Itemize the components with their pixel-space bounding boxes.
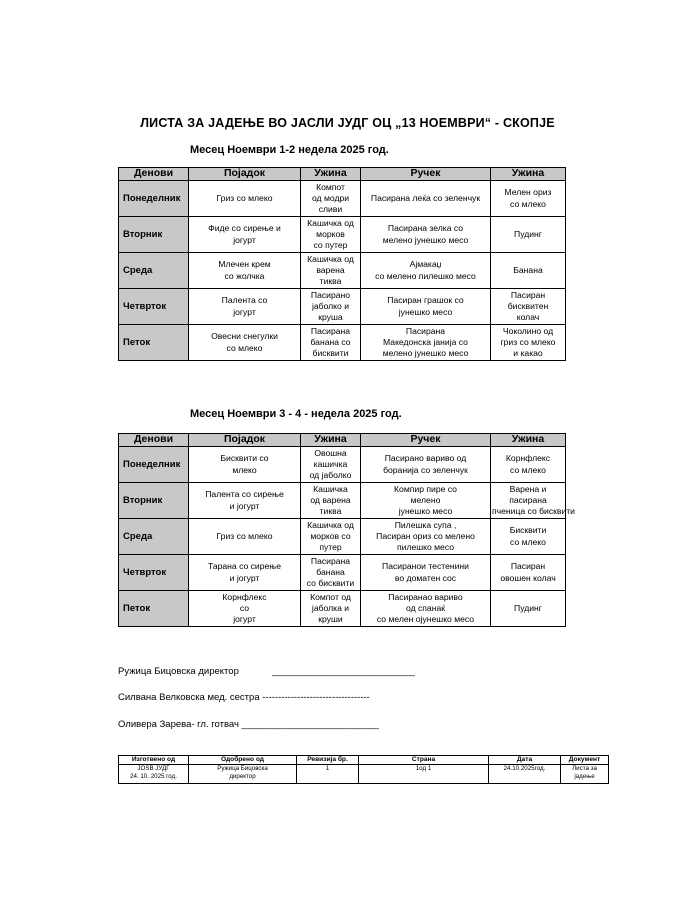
footer-text: 24.10.2025год.: [503, 765, 546, 772]
table-row: [119, 447, 566, 483]
meal-text: Гриз со млеко: [216, 530, 273, 541]
signature-line: ----------------------------------: [262, 692, 370, 703]
meal-text: круши: [318, 614, 343, 625]
meal-cell: [361, 447, 491, 483]
meal-cell: [361, 289, 491, 325]
meal-text: Кашичка: [313, 483, 348, 494]
meal-text: Македонска јанија со: [383, 336, 468, 347]
day-cell: Четврток: [119, 555, 189, 591]
meal-text: со: [239, 602, 250, 613]
footer-text: јадење: [574, 773, 595, 780]
meal-cell: [301, 181, 361, 217]
meal-text: банана со: [310, 336, 351, 347]
meal-text: јунешко месо: [398, 306, 453, 317]
meal-cell: [189, 447, 301, 483]
meal-text: Пудинг: [514, 602, 542, 613]
footer-column-header: Одобрено од: [189, 756, 297, 765]
meal-text: Кашичка од: [307, 217, 354, 228]
footer-cell: [359, 765, 489, 784]
footer-cell: [189, 765, 297, 784]
meal-text: Корнфлекс: [222, 591, 267, 602]
meal-cell: [491, 591, 566, 627]
meal-text: Овошна: [314, 447, 347, 458]
table-row: [119, 253, 566, 289]
meal-text: путер: [319, 542, 342, 553]
meal-cell: [491, 555, 566, 591]
meal-cell: [301, 253, 361, 289]
meal-text: овошен колач: [500, 572, 556, 583]
meal-text: јогурт: [233, 306, 256, 317]
footer-column-header: Дата: [489, 756, 561, 765]
meal-text: Корнфлекс: [505, 453, 551, 464]
meal-text: со путер: [313, 240, 348, 251]
meal-text: Пасиран: [510, 289, 546, 300]
table-header-row: [119, 434, 566, 447]
meal-cell: [361, 483, 491, 519]
meal-text: Пасиран: [510, 561, 546, 572]
meal-cell: [491, 519, 566, 555]
meal-text: Ајмакаџ: [409, 259, 442, 270]
meal-text: Компир пире со: [394, 483, 457, 494]
meal-text: и јогурт: [229, 572, 260, 583]
day-cell: Четврток: [119, 289, 189, 325]
meal-text: Компот од: [310, 591, 351, 602]
day-cell: Понеделник: [119, 181, 189, 217]
meal-cell: [361, 591, 491, 627]
day-cell: Вторник: [119, 483, 189, 519]
column-header: Ужина: [491, 434, 566, 447]
meal-text: Бисквити со: [220, 453, 269, 464]
meal-cell: [189, 555, 301, 591]
table-row: [119, 217, 566, 253]
signature-name: Ружица Бицовска директор: [118, 666, 239, 677]
footer-cell: [297, 765, 359, 784]
table-row: [119, 591, 566, 627]
column-header: Ручек: [361, 434, 491, 447]
meal-cell: [301, 447, 361, 483]
footer-cell: [561, 765, 609, 784]
meal-text: млеко: [232, 464, 257, 475]
meal-cell: [361, 519, 491, 555]
meal-text: Пасирана: [310, 325, 351, 336]
week1-menu-table: [118, 167, 566, 361]
meal-text: Чоколино од: [502, 325, 554, 336]
meal-text: јаболко и: [311, 300, 350, 311]
footer-column-header: Ревизија бр.: [297, 756, 359, 765]
meal-text: кашичка: [313, 458, 348, 469]
footer-column-header: Документ: [561, 756, 609, 765]
meal-text: гриз со млеко: [500, 336, 556, 347]
meal-text: бисквитен: [507, 300, 549, 311]
meal-cell: [361, 217, 491, 253]
table-row: [119, 555, 566, 591]
meal-text: во доматен сос: [394, 572, 457, 583]
meal-text: и какао: [513, 348, 543, 359]
meal-cell: [491, 483, 575, 519]
meal-cell: [189, 181, 301, 217]
signature-name: Оливера Зарева- гл. готвач: [118, 719, 239, 730]
column-header: Денови: [119, 168, 189, 181]
meal-text: со жолчка: [224, 270, 265, 281]
meal-text: морков со: [310, 530, 351, 541]
meal-cell: [301, 483, 361, 519]
meal-text: Пасиран грашок со: [387, 295, 464, 306]
meal-text: Гриз со млеко: [216, 192, 273, 203]
meal-text: морков: [316, 228, 345, 239]
meal-text: од спанаќ: [405, 602, 445, 613]
table-row: [119, 483, 566, 519]
meal-cell: [361, 181, 491, 217]
meal-text: Пасирана: [310, 555, 351, 566]
meal-text: Пасирана леќа со зеленчук: [370, 192, 481, 203]
column-header: Ручек: [361, 168, 491, 181]
meal-cell: [189, 325, 301, 361]
meal-cell: [491, 289, 566, 325]
meal-text: Пудинг: [514, 228, 542, 239]
footer-text: директор: [229, 773, 256, 780]
meal-text: со мелен ојунешко месо: [376, 614, 475, 625]
table-header-row: [119, 168, 566, 181]
table-row: [119, 325, 566, 361]
meal-text: со мелено пилешко месо: [375, 270, 476, 281]
meal-text: Пасирана зелка со: [387, 223, 464, 234]
column-header: Појадок: [189, 168, 301, 181]
table-row: [119, 289, 566, 325]
meal-cell: [361, 253, 491, 289]
meal-text: од модри: [311, 192, 350, 203]
table-row: [119, 181, 566, 217]
meal-text: Овесни снегулки: [211, 331, 278, 342]
meal-cell: [361, 325, 491, 361]
meal-text: пченица со бисквити: [492, 506, 575, 517]
footer-text: Листа за: [572, 765, 597, 772]
meal-cell: [189, 519, 301, 555]
document-footer-table: [118, 755, 609, 784]
signature-name: Силвана Велковска мед. сестра: [118, 692, 260, 703]
meal-text: Палента со сирење: [205, 489, 284, 500]
column-header: Ужина: [491, 168, 566, 181]
footer-column-header: Изготвено од: [119, 756, 189, 765]
day-cell: Среда: [119, 253, 189, 289]
meal-text: банана: [316, 566, 345, 577]
day-cell: Вторник: [119, 217, 189, 253]
page-title: ЛИСТА ЗА ЈАДЕЊЕ ВО ЈАСЛИ ЈУДГ ОЦ „13 НОЕМВРИ“ - СКОПЈЕ: [140, 116, 555, 130]
table-row: [119, 519, 566, 555]
meal-cell: [301, 325, 361, 361]
meal-cell: [189, 483, 301, 519]
meal-text: варена: [316, 264, 345, 275]
meal-text: Банана: [513, 264, 543, 275]
meal-cell: [301, 591, 361, 627]
signature-director: [118, 666, 415, 677]
meal-text: Пасирано: [310, 289, 351, 300]
meal-text: јунешко месо: [398, 506, 453, 517]
signature-nurse: [118, 692, 370, 703]
meal-text: боранија со зеленчук: [383, 464, 468, 475]
footer-text: ЈОЅВ ЈУДГ: [137, 765, 170, 772]
meal-cell: [491, 181, 566, 217]
meal-text: Тарана со сирење: [207, 561, 282, 572]
meal-cell: [189, 253, 301, 289]
meal-text: со бисквити: [306, 578, 355, 589]
meal-text: јогурт: [233, 234, 256, 245]
column-header: Денови: [119, 434, 189, 447]
meal-cell: [301, 519, 361, 555]
meal-text: пасирана: [509, 494, 547, 505]
day-cell: Понеделник: [119, 447, 189, 483]
meal-text: Кашичка од: [307, 519, 354, 530]
meal-text: и јогурт: [229, 500, 260, 511]
footer-value-row: [119, 765, 609, 784]
meal-text: Фиде со сирење и: [208, 223, 281, 234]
meal-text: со млеко: [510, 464, 546, 475]
meal-cell: [491, 253, 566, 289]
meal-text: Компот: [316, 181, 345, 192]
meal-cell: [301, 217, 361, 253]
column-header: Ужина: [301, 434, 361, 447]
meal-text: од варена: [310, 494, 351, 505]
meal-text: колач: [516, 312, 540, 323]
week2-menu-table: [118, 433, 575, 627]
signature-line: __________________________: [241, 719, 379, 730]
day-cell: Петок: [119, 325, 189, 361]
footer-cell: [489, 765, 561, 784]
meal-text: бисквити: [312, 348, 349, 359]
footer-text: 1: [325, 765, 330, 772]
meal-text: Млечен крем: [218, 259, 271, 270]
meal-text: Варена и: [509, 483, 547, 494]
week2-subtitle: Месец Ноември 3 - 4 - недела 2025 год.: [190, 408, 402, 420]
meal-text: Пасирано вариво од: [384, 453, 467, 464]
meal-text: Бисквити: [509, 525, 547, 536]
meal-text: Кашичка од: [307, 253, 354, 264]
meal-text: Палента со: [221, 295, 268, 306]
column-header: Ужина: [301, 168, 361, 181]
day-cell: Среда: [119, 519, 189, 555]
meal-cell: [491, 217, 566, 253]
meal-cell: [491, 447, 566, 483]
meal-cell: [189, 217, 301, 253]
footer-cell: [119, 765, 189, 784]
meal-text: тиква: [319, 276, 342, 287]
meal-text: Пасиранао вариво: [388, 591, 463, 602]
meal-text: Пасиран ориз со мелено: [376, 530, 475, 541]
meal-text: од јаболко: [309, 470, 352, 481]
meal-cell: [361, 555, 491, 591]
footer-text: 24. 10. 2025 год.: [130, 773, 177, 780]
meal-text: Пилешка супа ,: [394, 519, 457, 530]
footer-text: Ружица Бицовска: [217, 765, 268, 772]
footer-text: 1од 1: [415, 765, 432, 772]
day-cell: Петок: [119, 591, 189, 627]
meal-text: сливи: [318, 204, 343, 215]
meal-text: Пасирана: [405, 325, 446, 336]
meal-text: јогурт: [233, 614, 256, 625]
meal-cell: [189, 591, 301, 627]
meal-text: со млеко: [226, 342, 263, 353]
meal-cell: [491, 325, 566, 361]
meal-text: со млеко: [510, 536, 546, 547]
meal-cell: [301, 289, 361, 325]
meal-text: круша: [318, 312, 343, 323]
meal-cell: [189, 289, 301, 325]
signature-line: ___________________________: [272, 666, 415, 677]
meal-text: мелено јунешко месо: [382, 348, 469, 359]
meal-text: со млеко: [510, 198, 546, 209]
week1-subtitle: Месец Ноември 1-2 недела 2025 год.: [190, 144, 389, 156]
meal-text: Пасиранoи тестенини: [382, 561, 469, 572]
signature-cook: [118, 719, 379, 730]
meal-text: тиква: [319, 506, 342, 517]
meal-text: мелено јунешко месо: [382, 234, 469, 245]
meal-text: пилешко месо: [396, 542, 455, 553]
footer-header-row: [119, 756, 609, 765]
footer-column-header: Страна: [359, 756, 489, 765]
meal-cell: [301, 555, 361, 591]
meal-text: јаболка и: [311, 602, 350, 613]
meal-text: Мелен ориз: [504, 187, 552, 198]
meal-text: мелено: [410, 494, 441, 505]
column-header: Појадок: [189, 434, 301, 447]
